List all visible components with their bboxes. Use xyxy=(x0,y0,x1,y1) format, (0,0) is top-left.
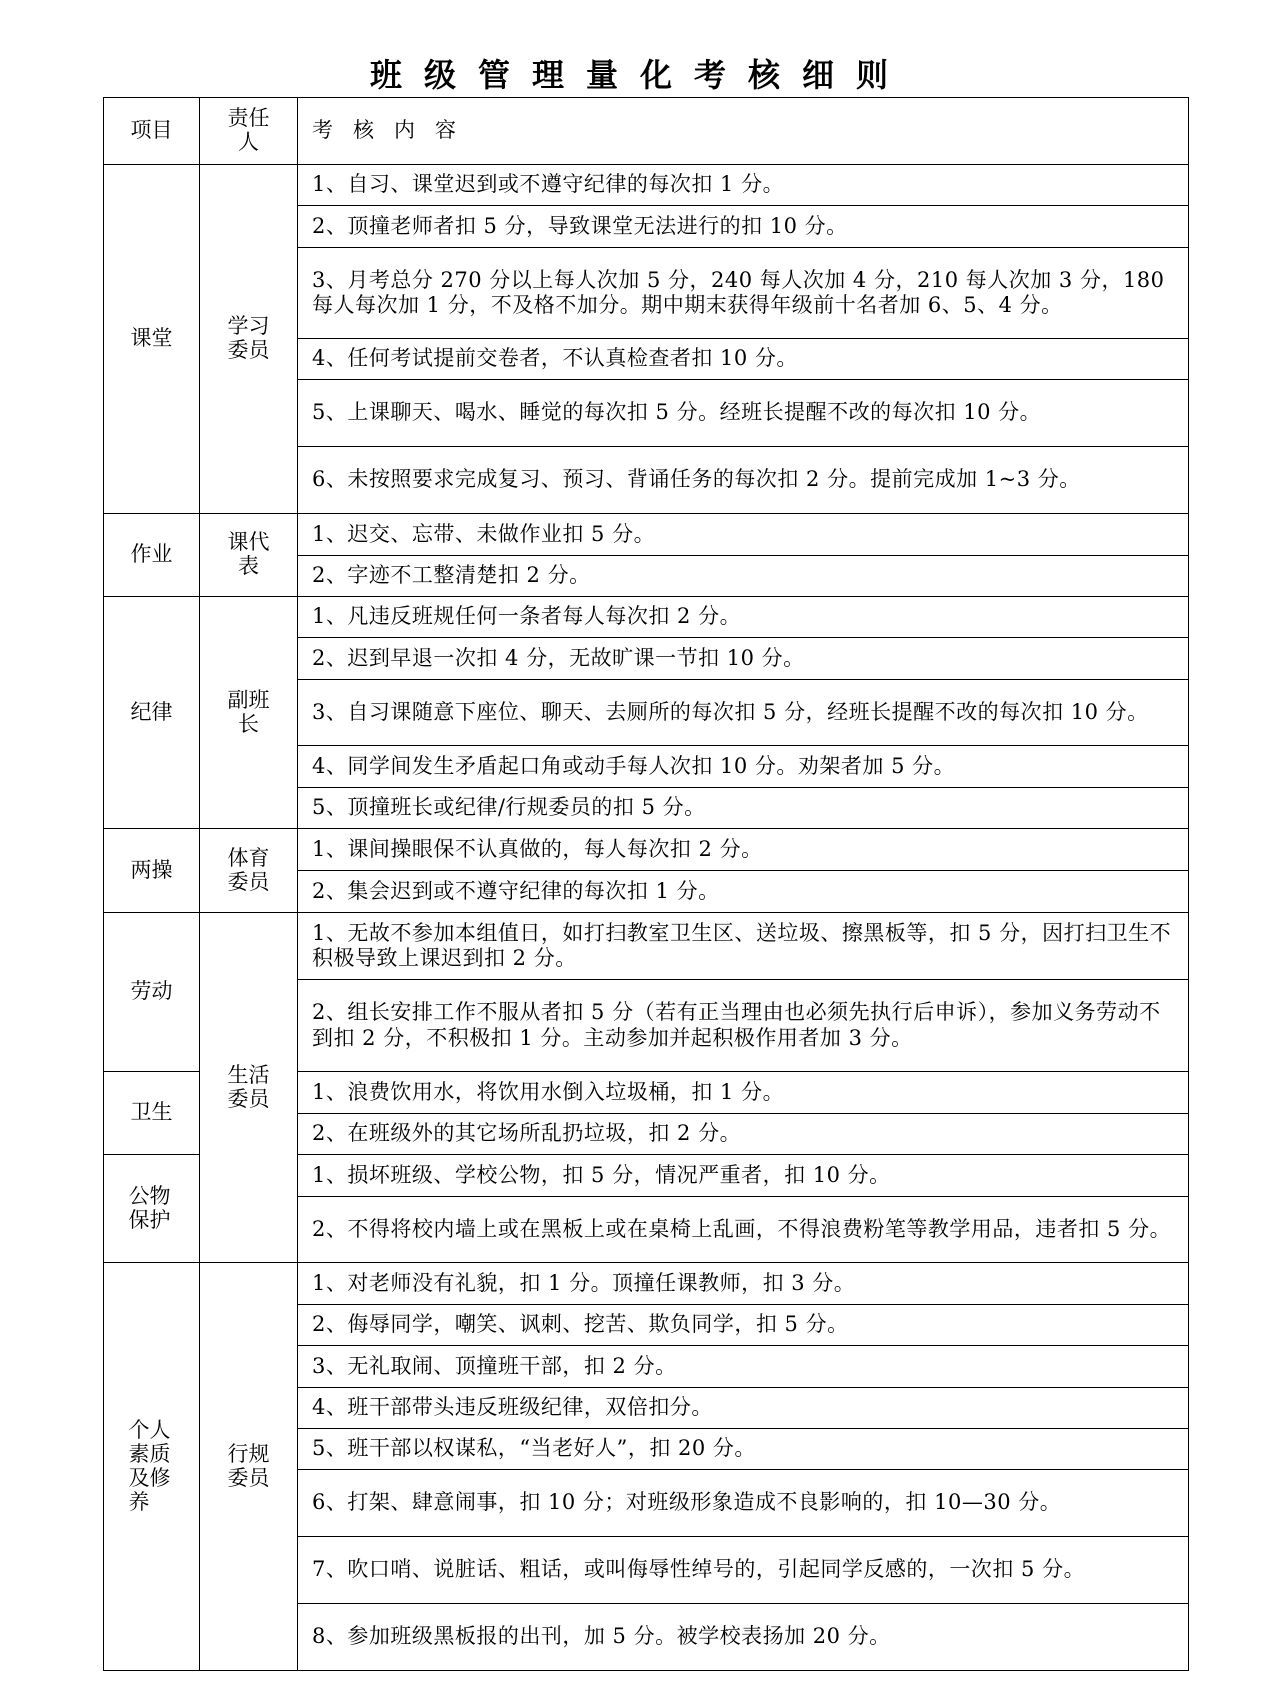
responsible-cell: 课代表 xyxy=(200,514,298,597)
header-category: 项目 xyxy=(104,98,200,165)
rule-item: 1、自习、课堂迟到或不遵守纪律的每次扣 1 分。 xyxy=(298,165,1189,206)
header-content: 考核内容 xyxy=(298,98,1189,165)
responsible-cell: 体育委员 xyxy=(200,829,298,913)
responsible-cell: 行规委员 xyxy=(200,1263,298,1671)
rule-item: 1、课间操眼保不认真做的，每人每次扣 2 分。 xyxy=(298,829,1189,871)
category-cell: 个人素质及修养 xyxy=(104,1263,200,1671)
rule-item: 2、不得将校内墙上或在黑板上或在桌椅上乱画，不得浪费粉笔等教学用品，违者扣 5 分。 xyxy=(298,1197,1189,1263)
rules-table xyxy=(103,97,1189,1671)
rule-item: 1、凡违反班规任何一条者每人每次扣 2 分。 xyxy=(298,597,1189,638)
table-row xyxy=(104,514,1189,556)
rule-item: 2、字迹不工整清楚扣 2 分。 xyxy=(298,556,1189,597)
rule-item: 6、未按照要求完成复习、预习、背诵任务的每次扣 2 分。提前完成加 1~3 分。 xyxy=(298,447,1189,514)
rule-item: 2、顶撞老师者扣 5 分，导致课堂无法进行的扣 10 分。 xyxy=(298,206,1189,248)
rule-item: 1、损坏班级、学校公物，扣 5 分，情况严重者，扣 10 分。 xyxy=(298,1155,1189,1197)
category-cell: 纪律 xyxy=(104,597,200,829)
rule-item: 3、月考总分 270 分以上每人次加 5 分，240 每人次加 4 分，210 每人次加 3 分，180 每人每次加 1 分，不及格不加分。期中期末获得年级前十名者加 6、5、4 分。 xyxy=(298,248,1189,339)
rule-item: 2、在班级外的其它场所乱扔垃圾，扣 2 分。 xyxy=(298,1114,1189,1155)
rule-item: 7、吹口哨、说脏话、粗话，或叫侮辱性绰号的，引起同学反感的，一次扣 5 分。 xyxy=(298,1537,1189,1604)
rule-item: 3、自习课随意下座位、聊天、去厕所的每次扣 5 分，经班长提醒不改的每次扣 10 分。 xyxy=(298,680,1189,746)
rule-item: 5、顶撞班长或纪律/行规委员的扣 5 分。 xyxy=(298,788,1189,829)
category-cell: 作业 xyxy=(104,514,200,597)
rule-item: 4、任何考试提前交卷者，不认真检查者扣 10 分。 xyxy=(298,339,1189,380)
rule-item: 1、无故不参加本组值日，如打扫教室卫生区、送垃圾、擦黑板等，扣 5 分，因打扫卫生不积极导致上课迟到扣 2 分。 xyxy=(298,913,1189,980)
category-cell: 公物保护 xyxy=(104,1155,200,1263)
header-responsible: 责任人 xyxy=(200,98,298,165)
rule-item: 5、班干部以权谋私，“当老好人”，扣 20 分。 xyxy=(298,1429,1189,1470)
rule-item: 2、迟到早退一次扣 4 分，无故旷课一节扣 10 分。 xyxy=(298,638,1189,680)
category-cell: 劳动 xyxy=(104,913,200,1072)
rule-item: 2、组长安排工作不服从者扣 5 分（若有正当理由也必须先执行后申诉），参加义务劳动不到扣 2 分，不积极扣 1 分。主动参加并起积极作用者加 3 分。 xyxy=(298,980,1189,1072)
rule-item: 4、班干部带头违反班级纪律，双倍扣分。 xyxy=(298,1388,1189,1429)
rule-item: 2、集会迟到或不遵守纪律的每次扣 1 分。 xyxy=(298,871,1189,913)
category-cell: 两操 xyxy=(104,829,200,913)
table-row xyxy=(104,597,1189,638)
responsible-cell: 学习委员 xyxy=(200,165,298,514)
rule-item: 1、浪费饮用水，将饮用水倒入垃圾桶，扣 1 分。 xyxy=(298,1072,1189,1114)
rule-item: 8、参加班级黑板报的出刊，加 5 分。被学校表扬加 20 分。 xyxy=(298,1604,1189,1671)
rule-item: 4、同学间发生矛盾起口角或动手每人次扣 10 分。劝架者加 5 分。 xyxy=(298,746,1189,788)
rule-item: 3、无礼取闹、顶撞班干部，扣 2 分。 xyxy=(298,1346,1189,1388)
rule-item: 5、上课聊天、喝水、睡觉的每次扣 5 分。经班长提醒不改的每次扣 10 分。 xyxy=(298,380,1189,447)
table-row xyxy=(104,829,1189,871)
rule-item: 1、对老师没有礼貌，扣 1 分。顶撞任课教师，扣 3 分。 xyxy=(298,1263,1189,1305)
rule-item: 2、侮辱同学，嘲笑、讽刺、挖苦、欺负同学，扣 5 分。 xyxy=(298,1305,1189,1346)
table-row xyxy=(104,165,1189,206)
category-cell: 卫生 xyxy=(104,1072,200,1155)
rule-item: 1、迟交、忘带、未做作业扣 5 分。 xyxy=(298,514,1189,556)
rule-item: 6、打架、肆意闹事，扣 10 分；对班级形象造成不良影响的，扣 10—30 分。 xyxy=(298,1470,1189,1537)
page-title: 班级管理量化考核细则 xyxy=(369,56,910,94)
responsible-cell: 生活委员 xyxy=(200,913,298,1263)
table-row xyxy=(104,913,1189,980)
responsible-cell: 副班长 xyxy=(200,597,298,829)
table-header-row xyxy=(104,98,1189,165)
category-cell: 课堂 xyxy=(104,165,200,514)
table-row xyxy=(104,1263,1189,1305)
